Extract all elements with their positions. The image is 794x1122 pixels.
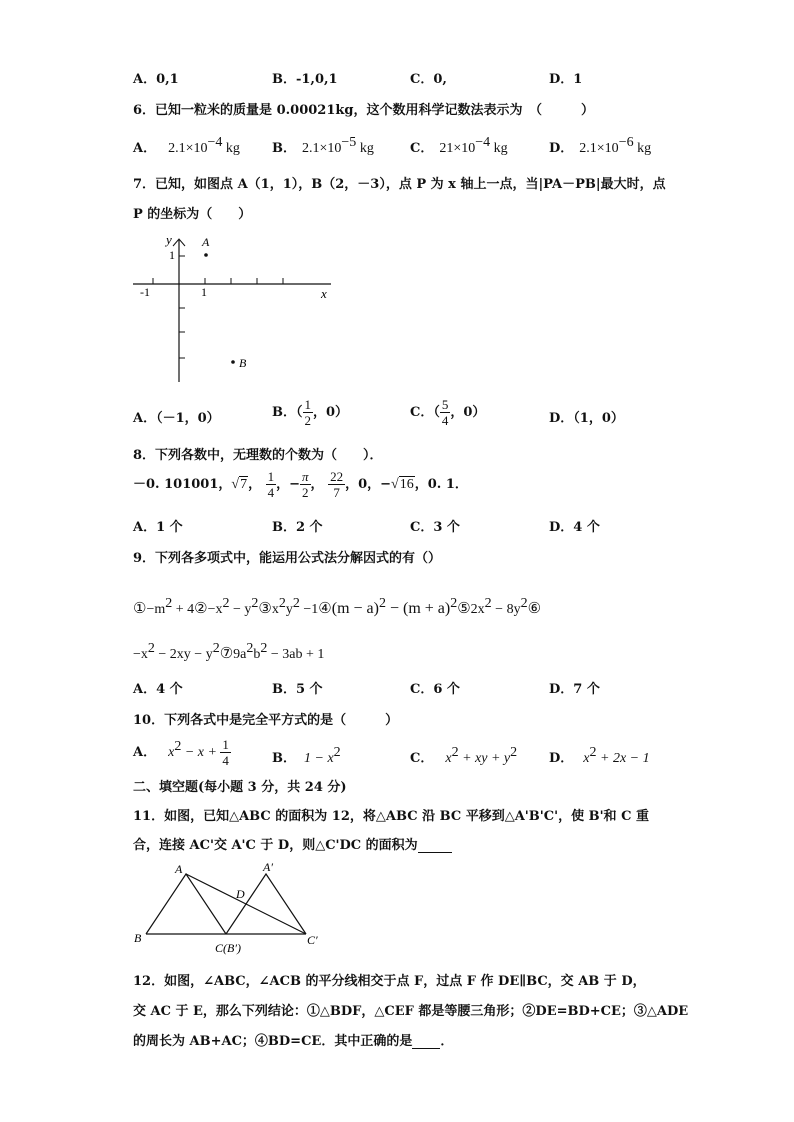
q7-option-b: B．（ $\frac{1}{2}$ ，0） — [272, 397, 349, 428]
q7-stem-line1: 7．已知，如图点 A（1，1），B（2，－3），点 P 为 x 轴上一点，当|PA－PB|最大时，点 — [133, 177, 666, 192]
q10-option-d: D． $x^2 + 2x - 1$ — [549, 745, 650, 766]
q10-option-b: B． $1 - x^2$ — [272, 745, 341, 766]
q7-stem-line2: P 的坐标为（ ） — [133, 207, 252, 222]
q12-stem-line3: 的周长为 AB+AC；④BD=CE．其中正确的是 ． — [133, 1034, 454, 1049]
q11-answer-blank — [418, 838, 452, 853]
x-tick-neg1: -1 — [140, 285, 150, 299]
section-2-heading: 二、填空题(每小题 3 分，共 24 分) — [133, 780, 347, 795]
q10-stem: 10．下列各式中是完全平方式的是（ ） — [133, 713, 399, 728]
q8-number-list: －0. 101001，√7， $\frac{1}{4}$ ，− $\frac{\pi}{2}$ ， $\frac{22}{7}$ ，0，−√16，0. 1． — [133, 469, 468, 500]
triangle-apbpcp — [226, 874, 306, 934]
q11-stem-line2: 合，连接 AC'交 A'C 于 D，则△C'DC 的面积为 — [133, 834, 452, 853]
q6-option-b: B． $2.1\times 10^{-5}$ kg — [272, 135, 374, 156]
q8-option-a: A．1 个 — [133, 520, 183, 535]
q5-option-c: C．0, — [410, 72, 447, 87]
triangle-abc — [146, 874, 226, 934]
q7-option-d: D．（1，0） — [549, 411, 624, 426]
q9-option-a: A．4 个 — [133, 682, 183, 697]
q12-stem-line2: 交 AC 于 E，那么下列结论：①△BDF，△CEF 都是等腰三角形；②DE=BD+CE；③△ADE — [133, 1004, 689, 1019]
q6-stem: 6．已知一粒米的质量是 0.00021kg，这个数用科学记数法表示为 （ ） — [133, 103, 594, 118]
q10-option-a: A． $x^2 - x$ + $\frac{1}{4}$ — [133, 737, 229, 768]
q9-option-c: C．6 个 — [410, 682, 460, 697]
segment-acp — [186, 874, 306, 934]
q6-option-d: D． $2.1\times 10^{-6}$ kg — [549, 135, 652, 156]
q9-option-b: B．5 个 — [272, 682, 323, 697]
q11-stem-line1: 11．如图，已知△ABC 的面积为 12，将△ABC 沿 BC 平移到△A'B'C'，使 B'和 C 重 — [133, 809, 649, 824]
q11-triangle-figure — [130, 858, 320, 958]
svg-text:C′: C′ — [307, 933, 318, 947]
svg-text:A′: A′ — [263, 860, 273, 874]
q12-answer-blank — [412, 1034, 440, 1049]
svg-text:C(B′): C(B′) — [215, 941, 241, 955]
x-tick-1: 1 — [201, 285, 207, 299]
y-axis-label: y — [166, 232, 172, 247]
point-a — [204, 253, 208, 257]
q6-option-a: A． $2.1\times 10^{-4}$ kg — [133, 135, 240, 156]
svg-text:A: A — [175, 862, 183, 876]
point-b — [231, 360, 235, 364]
q10-option-c: C． $x^2$ + xy + $y^2$ — [410, 745, 518, 766]
x-axis-label: x — [321, 286, 327, 301]
q5-option-b: B．-1,0,1 — [272, 72, 338, 87]
svg-text:B: B — [134, 931, 142, 945]
q9-expressions-line2: $-x^2 - 2xy$ − $y^2⑦9a^2b^2 - 3ab + 1$ — [133, 641, 325, 662]
q8-option-b: B．2 个 — [272, 520, 323, 535]
q7-option-a: A．（－1，0） — [133, 411, 220, 426]
q12-stem-line1: 12．如图，∠ABC，∠ACB 的平分线相交于点 F，过点 F 作 DE∥BC，交 AB 于 D， — [133, 974, 646, 989]
q9-expressions-line1: $①-m^2$ + $4②-x^2$ − $y^2③x^2y^2$ −1④(m − $a)^2 - (m + a)^2⑤2x^2$ − $8y^2⑥$ — [133, 596, 542, 617]
q9-option-d: D．7 个 — [549, 682, 600, 697]
y-tick-1: 1 — [169, 248, 175, 262]
q9-stem: 9．下列各多项式中，能运用公式法分解因式的有（） — [133, 551, 442, 566]
q7-coordinate-graph — [125, 228, 340, 388]
q5-option-d: D．1 — [549, 72, 583, 87]
point-b-label: B — [239, 356, 247, 370]
svg-text:D: D — [236, 887, 245, 901]
q8-stem: 8．下列各数中，无理数的个数为（ ）． — [133, 448, 383, 463]
q8-option-d: D．4 个 — [549, 520, 600, 535]
q7-option-c: C．（ $\frac{5}{4}$ ，0） — [410, 397, 486, 428]
q5-option-a: A．0,1 — [133, 72, 179, 87]
q6-option-c: C． $21\times 10^{-4}$ kg — [410, 135, 508, 156]
point-a-label: A — [202, 235, 210, 249]
q8-option-c: C．3 个 — [410, 520, 460, 535]
